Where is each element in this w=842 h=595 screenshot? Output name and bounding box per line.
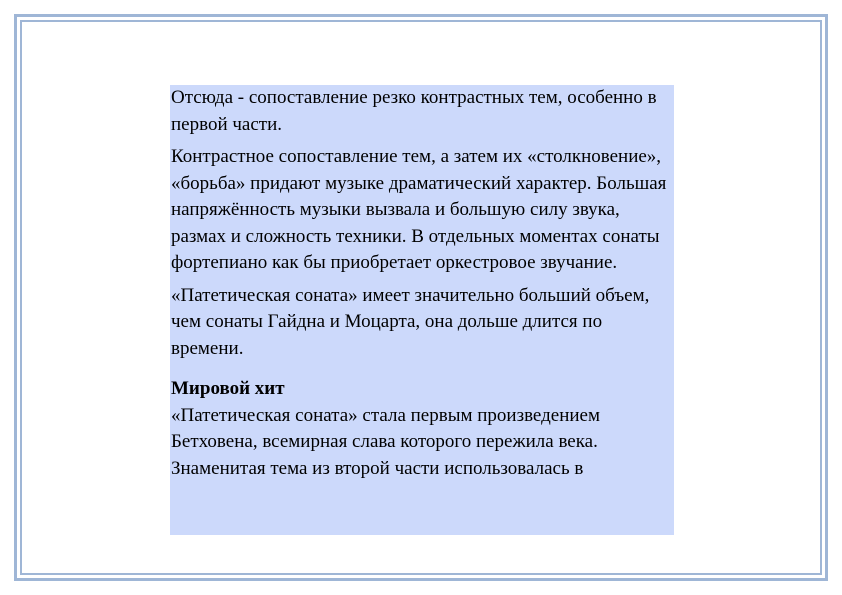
section-heading: Мировой хит [171,378,285,399]
slide-text-box [170,85,674,535]
paragraph-contrast-themes: Отсюда - сопоставление резко контрастных тем, особенно в первой части. [171,87,657,135]
paragraph-world-hit: «Патетическая соната» стала первым произведением Бетховена, всемирная слава которого пережила века. Знаменитая тема из второй части использовалась в [171,404,601,479]
paragraph-dramatic-character: Контрастное сопоставление тем, а затем их «столкновение», «борьба» придают музыке драматический характер. Большая напряжённость музыки вызвала и большую силу звука, размах и сложность техники. В отдельных моментах сонаты фортепиано как бы приобретает оркестровое звучание. [171,146,667,273]
paragraph-sonata-length: «Патетическая соната» имеет значительно больший объем, чем сонаты Гайдна и Моцарта, она дольше длится по времени. [171,284,650,359]
